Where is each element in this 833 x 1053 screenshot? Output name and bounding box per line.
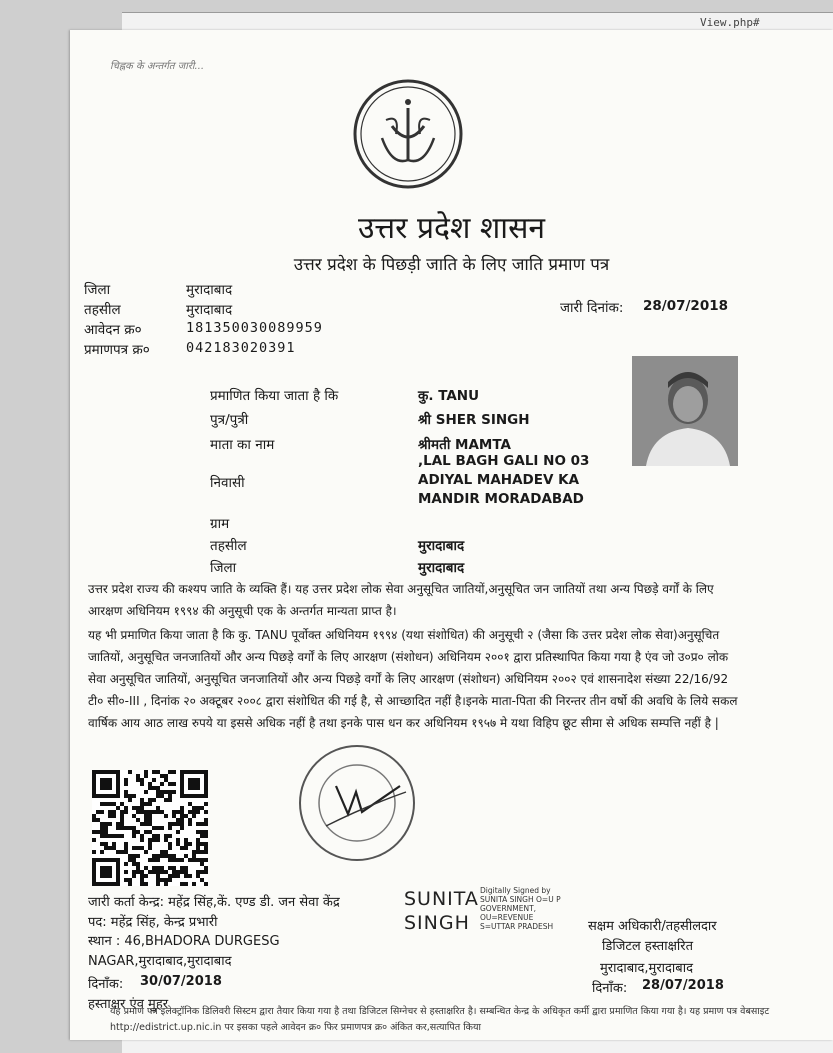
footnote: यह प्रमाण पत्र इलेक्ट्रॉनिक डिलिवरी सिस्टम द्वारा तैयार किया गया है तथा डिजिटल सिग्नेचर से हस्ताक्षरित है। सम्बन्धित केन्द्र के अधिकृत कर्मी द्वारा प्रमाणित किया गया है। यह प्रमाण पत्र वेबसाइट http://edistrict.up.nic.in पर इसका पहले आवेदन क्र० फिर प्रमाणपत्र क्र० अंकित कर,सत्यापित किया: [110, 1006, 770, 1033]
certify-label: प्रमाणित किया जाता है कि: [210, 388, 339, 404]
meta-application-value: 181350030089959: [186, 320, 323, 336]
meta-certificate-label: प्रमाणपत्र क्र०: [84, 342, 150, 358]
meta-tehsil-label: तहसील: [84, 302, 121, 318]
issuer-signature-label: हस्ताक्षर एंव मुहर: [88, 997, 169, 1012]
certificate-page: [70, 30, 833, 1040]
issuer-date-label: दिनाँक:: [88, 977, 124, 992]
authority-place: मुरादाबाद,मुरादाबाद: [600, 961, 693, 976]
mother-label: माता का नाम: [210, 437, 275, 453]
meta-application-label: आवेदन क्र०: [84, 322, 142, 338]
meta-tehsil-value: मुरादाबाद: [186, 302, 233, 318]
mother-value: श्रीमती MAMTA: [418, 437, 511, 453]
resident-address: ,LAL BAGH GALI NO 03 ADIYAL MAHADEV KA MANDIR MORADABAD: [418, 453, 590, 507]
qr-code: [92, 770, 208, 886]
resident-label: निवासी: [210, 475, 245, 491]
issuer-post: पद: महेंद्र सिंह, केन्द्र प्रभारी: [88, 915, 218, 930]
up-government-emblem: [352, 78, 464, 190]
office-seal-stamp: [296, 742, 418, 864]
meta-district-label: जिला: [84, 282, 111, 298]
issuer-date-value: 30/07/2018: [140, 974, 222, 989]
authority-date-value: 28/07/2018: [642, 978, 724, 993]
digital-signature-name: SUNITA SINGH: [404, 888, 479, 934]
authority-title: सक्षम अधिकारी/तहसीलदार: [588, 919, 717, 934]
certificate-subtitle: उत्तर प्रदेश के पिछड़ी जाति के लिए जाति प्रमाण पत्र: [293, 255, 610, 275]
detail-tehsil-value: मुरादाबाद: [418, 538, 465, 554]
village-label: ग्राम: [210, 516, 230, 532]
authority-digital: डिजिटल हस्ताक्षरित: [602, 939, 693, 954]
authority-date-label: दिनाँक:: [592, 981, 628, 996]
digital-signature-details: Digitally Signed by SUNITA SINGH O=U P GOVERNMENT, OU=REVENUE S=UTTAR PRADESH: [480, 886, 561, 931]
applicant-photo: [632, 356, 738, 466]
body-paragraph-1: उत्तर प्रदेश राज्य की कश्यप जाति के व्यक्ति हैं। यह उत्तर प्रदेश लोक सेवा अनुसूचित जातियों,अनुसूचित जन जातियों तथा अन्य पिछड़े वर्गों के लिए आरक्षण अधिनियम १९९४ की अनुसूची एक के अन्तर्गत मान्यता प्राप्त है।: [88, 582, 714, 618]
child-of-label: पुत्र/पुत्री: [210, 412, 249, 428]
background-url-fragment: View.php#: [700, 16, 760, 29]
detail-district-value: मुरादाबाद: [418, 560, 465, 576]
detail-district-label: जिला: [210, 560, 237, 576]
body-paragraph-2: यह भी प्रमाणित किया जाता है कि कु. TANU पूर्वोक्त अधिनियम १९९४ (यथा संशोधित) की अनुसूची २ (जैसा कि उत्तर प्रदेश लोक सेवा)अनुसूचित जातियों, अनुसूचित जनजातियों और अन्य पिछड़े वर्गों के लिए आरक्षण (संशोधन) अधिनियम २००१ द्वारा प्रतिस्थापित किया गया है एंव जो उ०प्र० लोक सेवा अनुसूचित जातियों, अनुसूचित जनजातियों और अन्य पिछड़े वर्गों के लिए आरक्षण (संशोधन) अधिनियम २००२ एवं शासनादेश संख्या 22/16/92 टी० सी०-III , दिनांक २० अक्टूबर २००८ द्वारा संशोधित की गई है, से आच्छादित नहीं है।इनके माता-पिता की निरन्तर तीन वर्षो की अवधि के लिये सकल वार्षिक आय आठ लाख रुपये या इससे अधिक नहीं है तथा इनके पास धन कर अधिनियम १९५७ मे यथा विहिप छूट सीमा से अधिक सम्पत्ति नहीं है |: [88, 628, 738, 730]
child-of-value: श्री SHER SINGH: [418, 412, 530, 428]
meta-certificate-value: 042183020391: [186, 340, 296, 356]
handwritten-note: चिह्नक के अन्तर्गत जारी...: [110, 61, 205, 72]
issue-date-value: 28/07/2018: [643, 298, 729, 314]
certify-value: कु. TANU: [418, 388, 480, 404]
meta-district-value: मुरादाबाद: [186, 282, 233, 298]
issue-date-label: जारी दिनांक:: [560, 300, 624, 316]
issuer-centre: जारी कर्ता केन्द्र: महेंद्र सिंह,कें. एण्ड डी. जन सेवा केंद्र: [88, 895, 340, 910]
page-title: उत्तर प्रदेश शासन: [357, 211, 545, 246]
issuer-place: स्थान : 46,BHADORA DURGESG NAGAR,मुरादाबाद,मुरादाबाद: [88, 934, 280, 969]
detail-tehsil-label: तहसील: [210, 538, 247, 554]
